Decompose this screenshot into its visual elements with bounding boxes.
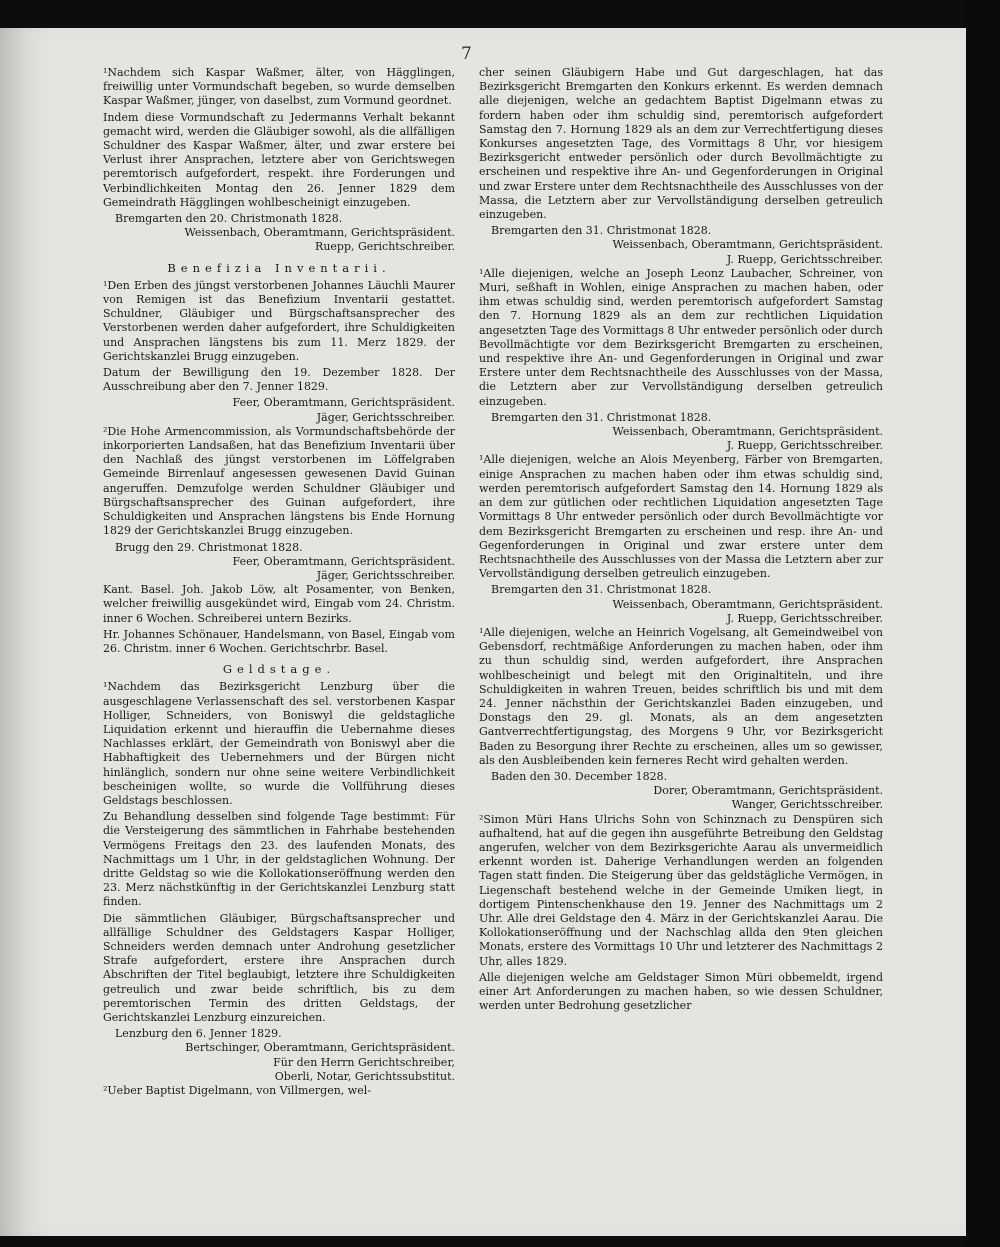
signature-line: J. Ruepp, Gerichtsschreiber. xyxy=(726,611,883,625)
notice-paragraph: ²Simon Müri Hans Ulrichs Sohn von Schinznach zu Denspüren sich aufhaltend, hat auf die gegen ihn ausgeführte Betreibung den Geldstag angerufen, welcher von dem Bezirksgerichte Aarau als unvermeidlich erkennt worden ist. Daherige Verhandlungen werden an folgenden Tagen statt finden. Die Steigerung über das geldstägliche Vermögen, in Liegenschaft bestehend welche in der Gemeinde Umiken liegt, in dortigem Pintenschenkhause den 19. Jenner des Nachmittags um 2 Uhr. Alle drei Geldstage den 4. März in der Gerichtskanzlei Aarau. Die Kollokationseröffnung und der Nachschlag allda den 9ten gleichen Monats, erstere des Vormittags 10 Uhr und letzterer des Nachmittags 2 Uhr, alles 1829. xyxy=(479,812,883,968)
right-column xyxy=(479,66,883,1126)
date-line: Bremgarten den 31. Christmonat 1828. xyxy=(491,224,712,238)
signature-line: Feer, Oberamtmann, Gerichtspräsident. xyxy=(232,396,455,410)
notice-paragraph: cher seinen Gläubigern Habe und Gut dargeschlagen, hat das Bezirksgericht Bremgarten den Konkurs erkennt. Es werden demnach alle diejenigen, welche an gedachtem Baptist Digelmann etwas zu fordern haben oder ihm schuldig sind, peremtorisch aufgefordert Samstag den 7. Hornung 1829 als an dem zur Verrechtfertigung dieses Konkurses angesetzten Tage, des Vormittags 8 Uhr, vor hiesigem Bezirksgericht entweder persönlich oder durch Bevollmächtigte zu erscheinen und respektive ihre An- und Gegenforderungen in Original und zwar Erstere unter dem Rechtsnachtheile des Ausschlusses von der Massa, die Letztern aber zur Vervollständigung derselben getreulich einzugeben. xyxy=(479,66,883,222)
left-column xyxy=(103,66,455,1156)
signature-line: Dorer, Oberamtmann, Gerichtspräsident. xyxy=(653,784,883,798)
section-heading: Geldstage. xyxy=(222,662,336,677)
notice-paragraph: ²Ueber Baptist Digelmann, von Villmergen, wel- xyxy=(103,1084,371,1098)
signature-line: Jäger, Gerichtsschreiber. xyxy=(316,568,455,582)
signature-line: Weissenbach, Oberamtmann, Gerichtspräsident. xyxy=(612,597,883,611)
notice-paragraph: ¹Alle diejenigen, welche an Heinrich Vogelsang, alt Gemeindweibel von Gebensdorf, rechtmäßige Anforderungen zu machen haben, oder ihm zu thun schuldig sind, werden aufgefordert, ihre Ansprachen wohlbescheinigt und belegt mit den Originaltiteln, und ihre Schuldigkeiten in wahren Treuen, beides schriftlich bis und mit dem 24. Jenner nächsthin der Gerichtskanzlei Baden einzugeben, und Donstags den 29. gl. Monats, als an dem angesetzten Gantverrechtfertigungstag, des Morgens 9 Uhr, vor Bezirksgericht Baden zu Besorgung ihrer Rechte zu erscheinen, alles um so gewisser, als den Ausbleibenden kein ferneres Recht wird gehalten werden. xyxy=(479,625,883,767)
notice-paragraph: ¹Nachdem das Bezirksgericht Lenzburg über die ausgeschlagene Verlassenschaft des sel. verstorbenen Kaspar Holliger, Schneiders, von Boniswyl die geldstagliche Liquidation erkennt und hierauffin die Uebernahme dieses Nachlasses erklärt, der Gemeindrath von Boniswyl aber die Habhaftigkeit des Uebernehmers und der Bürgen nicht hinlänglich, sondern nur ohne seine weitere Verbindlichkeit bescheinigen wollte, so wurde die Vollführung dieses Geldstags beschlossen. xyxy=(103,680,455,807)
signature-line: J. Ruepp, Gerichtsschreiber. xyxy=(726,252,883,266)
signature-line: Weissenbach, Oberamtmann, Gerichtspräsident. xyxy=(612,425,883,439)
notice-paragraph: ¹Alle diejenigen, welche an Alois Meyenberg, Färber von Bremgarten, einige Ansprachen zu machen haben oder ihm etwas schuldig sind, werden peremtorisch aufgefordert Samstag den 14. Hornung 1829 als an dem zur gütlichen oder rechtlichen Liquidation angesetzten Tage Vormittags 8 Uhr entweder persönlich oder durch Bevollmächtigte vor dem Bezirksgericht Bremgarten zu erscheinen und resp. ihre An- und Gegenforderungen in Original und zwar erstere unter dem Rechtsnachtheile des Ausschlusses von der Massa die Letztern aber zur Vervollständigung derselben getreulich einzugeben. xyxy=(479,453,883,581)
signature-line: Feer, Oberamtmann, Gerichtspräsident. xyxy=(232,554,455,568)
signature-line: Ruepp, Gerichtschreiber. xyxy=(315,240,455,254)
signature-line: Jäger, Gerichtsschreiber. xyxy=(316,410,455,424)
signature-line: Weissenbach, Oberamtmann, Gerichtspräsident. xyxy=(184,226,455,240)
notice-paragraph: Datum der Bewilligung den 19. Dezember 1828. Der Ausschreibung aber den 7. Jenner 1829. xyxy=(103,366,455,394)
signature-line: Oberli, Notar, Gerichtssubstitut. xyxy=(274,1069,455,1083)
date-line: Brugg den 29. Christmonat 1828. xyxy=(115,540,303,554)
notice-paragraph: Alle diejenigen welche am Geldstager Simon Müri obbemeldt, irgend einer Art Anforderungen zu machen haben, so wie dessen Schuldner, werden unter Bedrohung gesetzlicher xyxy=(479,970,883,1013)
section-heading: Benefizia Inventarii. xyxy=(167,260,391,275)
notice-paragraph: Indem diese Vormundschaft zu Jedermanns Verhalt bekannt gemacht wird, werden die Gläubiger sowohl, als die allfälligen Schuldner des Kaspar Waßmer, älter, und zwar erstere bei Verlust ihrer Ansprachen, letztere aber von Gerichtswegen peremtorisch aufgefordert, respekt. ihre Forderungen und Verbindlichkeiten Montag den 26. Jenner 1829 dem Gemeindrath Hägglingen wohlbescheinigt einzugeben. xyxy=(103,110,455,209)
date-line: Bremgarten den 31. Christmonat 1828. xyxy=(491,583,712,597)
notice-paragraph: Zu Behandlung desselben sind folgende Tage bestimmt: Für die Versteigerung des sämmtlichen in Fahrhabe bestehenden Vermögens Freitags den 23. des laufenden Monats, des Nachmittags um 1 Uhr, in der geldstaglichen Wohnung. Der dritte Geldstag so wie die Kollokationseröffnung werden den 23. Merz nächstkünftig in der Gerichtskanzlei Lenzburg statt finden. xyxy=(103,810,455,909)
notice-paragraph: Kant. Basel. Joh. Jakob Löw, alt Posamenter, von Benken, welcher freiwillig ausgekündet wird, Eingab vom 24. Christm. inner 6 Wochen. Schreiberei untern Bezirks. xyxy=(103,583,455,625)
notice-paragraph: ¹Den Erben des jüngst verstorbenen Johannes Läuchli Maurer von Remigen ist das Benefizium Inventarii gestattet. Schuldner, Gläubiger und Bürgschaftsansprecher des Verstorbenen werden daher aufgefordert, ihre Schuldigkeiten und Ansprachen längstens bis zum 11. Merz 1829. der Gerichtskanzlei Brugg einzugeben. xyxy=(103,278,455,363)
signature-line: Für den Herrn Gerichtschreiber, xyxy=(273,1055,455,1069)
date-line: Bremgarten den 31. Christmonat 1828. xyxy=(491,410,712,424)
date-line: Baden den 30. December 1828. xyxy=(491,769,668,783)
date-line: Bremgarten den 20. Christmonath 1828. xyxy=(115,212,343,226)
signature-line: J. Ruepp, Gerichtsschreiber. xyxy=(726,439,883,453)
notice-paragraph: ²Die Hohe Armencommission, als Vormundschaftsbehörde der inkorporierten Landsaßen, hat das Benefizium Inventarii über den Nachlaß des jüngst verstorbenen im Löffelgraben Gemeinde Birrenlauf angesessen gewesenen David Guinan angeruffen. Demzufolge werden Schuldner Gläubiger und Bürgschaftsansprecher des Guinan aufgefordert, ihre Schuldigkeiten und Ansprachen längstens bis Ende Hornung 1829 der Gerichtskanzlei Brugg einzugeben. xyxy=(103,424,455,538)
date-line: Lenzburg den 6. Jenner 1829. xyxy=(115,1027,282,1041)
signature-line: Wanger, Gerichtsschreiber. xyxy=(731,798,883,812)
signature-line: Bertschinger, Oberamtmann, Gerichtspräsident. xyxy=(185,1041,455,1055)
page-number: 7 xyxy=(461,44,472,64)
notice-paragraph: Die sämmtlichen Gläubiger, Bürgschaftsansprecher und allfällige Schuldner des Geldstagers Kaspar Holliger, Schneiders werden demnach unter Androhung gesetzlicher Strafe aufgefordert, erstere ihre Ansprachen durch Abschriften der Titel beglaubigt, letztere ihre Schuldigkeiten getreulich und zwar beide schriftlich, bis zu dem peremtorischen Termin des dritten Geldstags, der Gerichtskanzlei Lenzburg einzureichen. xyxy=(103,911,455,1024)
scan-edge xyxy=(966,0,1000,1247)
notice-paragraph: Hr. Johannes Schönauer, Handelsmann, von Basel, Eingab vom 26. Christm. inner 6 Wochen. Gerichtschrbr. Basel. xyxy=(103,627,455,655)
notice-paragraph: ¹Nachdem sich Kaspar Waßmer, älter, von Hägglingen, freiwillig unter Vormundschaft begeben, so wurde demselben Kaspar Waßmer, jünger, von daselbst, zum Vormund geordnet. xyxy=(103,66,455,108)
notice-paragraph: ¹Alle diejenigen, welche an Joseph Leonz Laubacher, Schreiner, von Muri, seßhaft in Wohlen, einige Ansprachen zu machen haben, oder ihm etwas schuldig sind, werden peremtorisch aufgefordert Samstag den 7. Hornung 1829 als an dem zur rechtlichen Liquidation angesetzten Tage des Vormittags 8 Uhr entweder persönlich oder durch Bevollmächtigte vor dem Bezirksgericht Bremgarten zu erscheinen, und respektive ihre An- und Gegenforderungen in Original und zwar Erstere unter dem Rechtsnachtheile des Ausschlusses von der Massa, die Letztern aber zur Vervollständigung derselben getreulich einzugeben. xyxy=(479,266,883,408)
signature-line: Weissenbach, Oberamtmann, Gerichtspräsident. xyxy=(612,238,883,252)
